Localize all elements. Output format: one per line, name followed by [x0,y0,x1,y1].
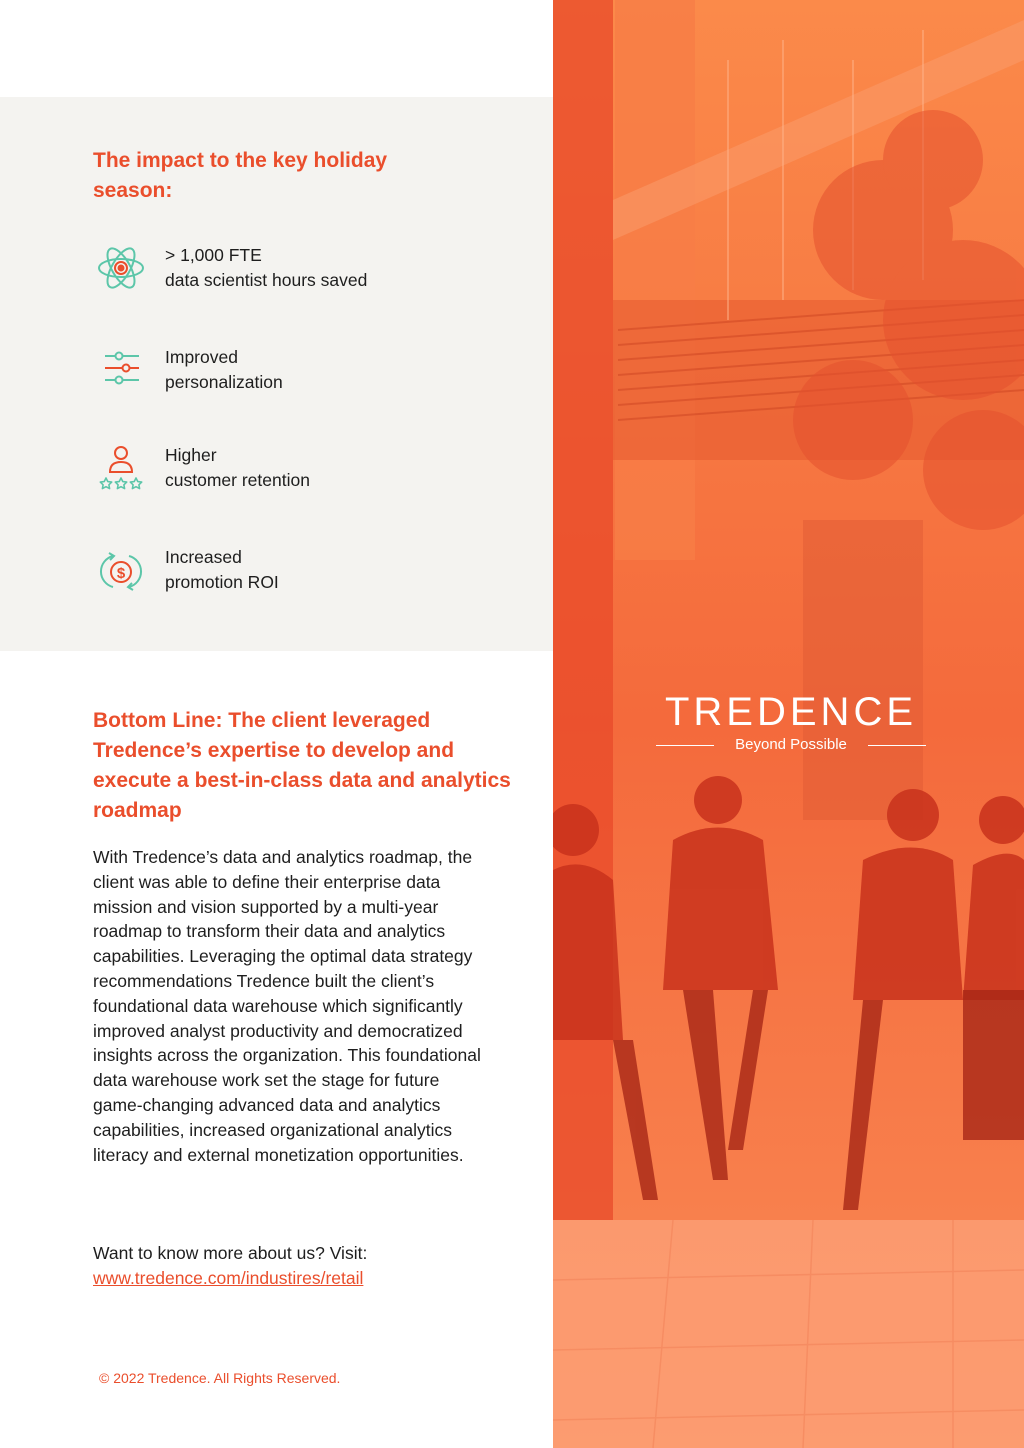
tredence-logo [656,690,926,756]
impact-item-line2: personalization [165,372,283,392]
impact-item-personalization [93,345,533,405]
svg-text:$: $ [116,565,126,582]
bottom-line-body: With Tredence’s data and analytics roadmap, the client was able to define their enterprise data mission and vision supported by a multi-year roadmap to transform their data and analytics capabilities. Leveraging the optimal data strategy recommendations Tredence built the client’s foundational data warehouse which significantly improved analyst productivity and democratized insights across the organization. This foundational data warehouse work set the stage for future game-changing advanced data and analytics capabilities, increased organizational analytics literacy and external monetization opportunities. [93,847,481,1165]
tagline-rule-right [868,745,926,746]
impact-title: The impact to the key holiday season: [93,149,388,202]
impact-item-line2: promotion ROI [165,572,279,592]
impact-item-line1: > 1,000 FTE [165,245,262,265]
dollar-cycle-icon [93,545,151,603]
impact-item-hours-saved [93,243,533,303]
impact-item-line1: Improved [165,347,238,367]
impact-item-line2: data scientist hours saved [165,270,368,290]
more-info-label: Want to know more about us? Visit: [93,1243,368,1263]
copyright: © 2022 Tredence. All Rights Reserved. [99,1370,341,1386]
user-stars-icon [93,443,151,501]
brand-tagline-row [656,734,926,756]
retail-link[interactable]: www.tredence.com/industires/retail [93,1267,364,1288]
sliders-icon [93,345,151,403]
impact-item-retention [93,443,533,503]
brand-tagline: Beyond Possible [735,736,847,753]
impact-item-roi [93,545,533,605]
tagline-rule-left [656,745,714,746]
more-info [93,1241,493,1291]
impact-item-line1: Increased [165,547,242,567]
brand-name: TREDENCE [664,690,918,734]
impact-item-line2: customer retention [165,470,310,490]
impact-item-line1: Higher [165,445,217,465]
atom-icon [93,243,151,301]
bottom-line-title: Bottom Line: The client leveraged Tredence’s expertise to develop and execute a best-in-class data and analytics roadmap [93,709,511,822]
